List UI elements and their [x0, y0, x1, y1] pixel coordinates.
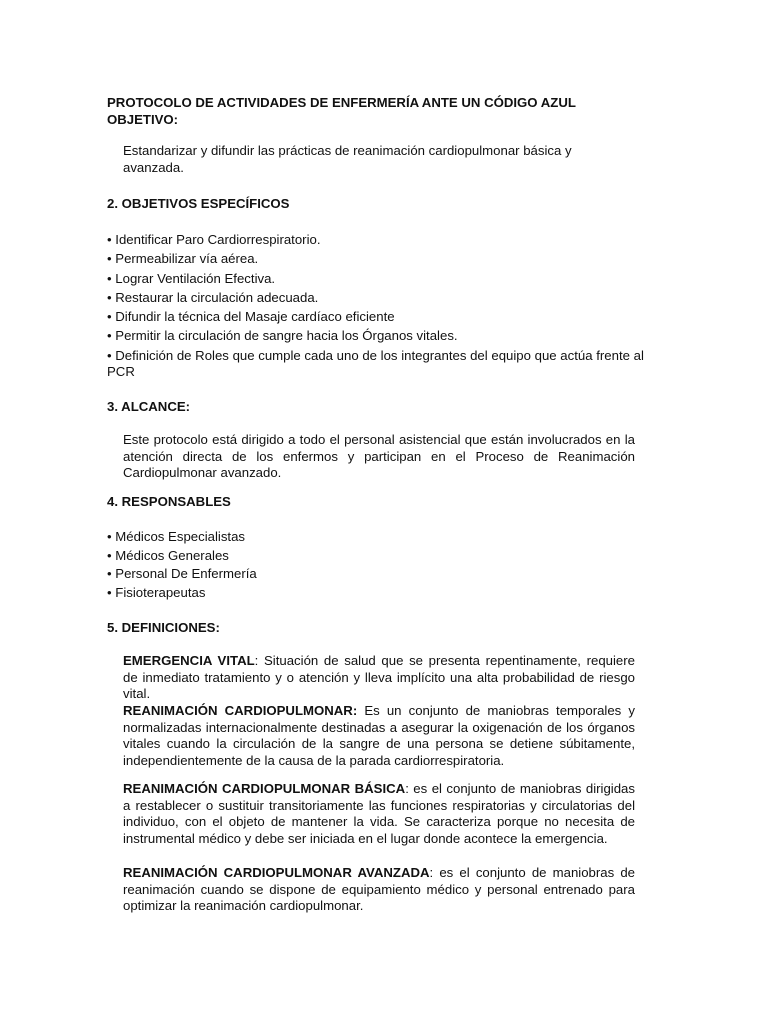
definition-term: REANIMACIÓN CARDIOPULMONAR BÁSICA [123, 781, 406, 796]
scope-text: Este protocolo está dirigido a todo el personal asistencial que están involucrados en la atención directa de los enfermos y participan en el Proceso de Reanimación Cardiopulmonar avanzado. [123, 432, 635, 481]
definition-rcp-basica [123, 781, 635, 847]
definition-rcp-avanzada [123, 865, 635, 915]
definition-emergencia-vital [123, 653, 635, 703]
list-item: • Permitir la circulación de sangre hacia los Órganos vitales. [107, 328, 458, 344]
specific-objectives-heading: 2. OBJETIVOS ESPECÍFICOS [107, 196, 290, 211]
list-item: • Fisioterapeutas [107, 584, 206, 600]
list-item: • Permeabilizar vía aérea. [107, 251, 259, 267]
list-item: • Lograr Ventilación Efectiva. [107, 270, 276, 286]
definitions-heading: 5. DEFINICIONES: [107, 620, 220, 635]
list-item: • Definición de Roles que cumple cada uno de los integrantes del equipo que actúa frente al PCR [107, 347, 644, 379]
list-item: • Médicos Generales [107, 547, 229, 563]
list-item: • Médicos Especialistas [107, 529, 246, 544]
scope-heading: 3. ALCANCE: [107, 399, 191, 414]
definition-rcp [123, 703, 635, 769]
definition-term: REANIMACIÓN CARDIOPULMONAR AVANZADA [123, 865, 430, 880]
title-line-2: OBJETIVO: [107, 112, 179, 127]
responsables-heading: 4. RESPONSABLES [107, 494, 231, 509]
definition-term: EMERGENCIA VITAL [123, 653, 255, 668]
title-line-1: PROTOCOLO DE ACTIVIDADES DE ENFERMERÍA ANTE UN CÓDIGO AZUL [107, 95, 576, 110]
definition-text: : es el conjunto de maniobras dirigidas a restablecer o sustituir transitoriamente las funciones respiratorias y circulatorias del individuo, con el objeto de mantener la vida. Se caracteriza porque no necesita de instrumental médico y debe ser iniciada en el lugar donde acontece la emergencia. [123, 781, 635, 846]
definition-text: : Situación de salud que se presenta repentinamente, requiere de inmediato tratamiento y o atención y lleva implícito una alta probabilidad de riesgo vital. [123, 653, 635, 702]
list-item: • Restaurar la circulación adecuada. [107, 289, 319, 305]
responsables-list [107, 527, 647, 601]
definition-term: REANIMACIÓN CARDIOPULMONAR: [123, 703, 358, 718]
document-title [107, 94, 707, 128]
specific-objectives-list [107, 230, 647, 380]
definition-text: Es un conjunto de maniobras temporales y normalizadas internacionalmente destinadas a asegurar la oxigenación de los órganos vitales cuando la circulación de la sangre de una persona se detiene súbitamente, independientemente de la causa de la parada cardiorrespiratoria. [123, 703, 635, 768]
objective-text: Estandarizar y difundir las prácticas de reanimación cardiopulmonar básica y avanzada. [123, 143, 572, 175]
list-item: • Difundir la técnica del Masaje cardíaco eficiente [107, 309, 395, 325]
list-item: • Identificar Paro Cardiorrespiratorio. [107, 232, 321, 247]
list-item: • Personal De Enfermería [107, 566, 257, 581]
definition-text: : es el conjunto de maniobras de reanimación cuando se dispone de equipamiento médico y personal entrenado para optimizar la reanimación cardiopulmonar. [123, 865, 636, 914]
